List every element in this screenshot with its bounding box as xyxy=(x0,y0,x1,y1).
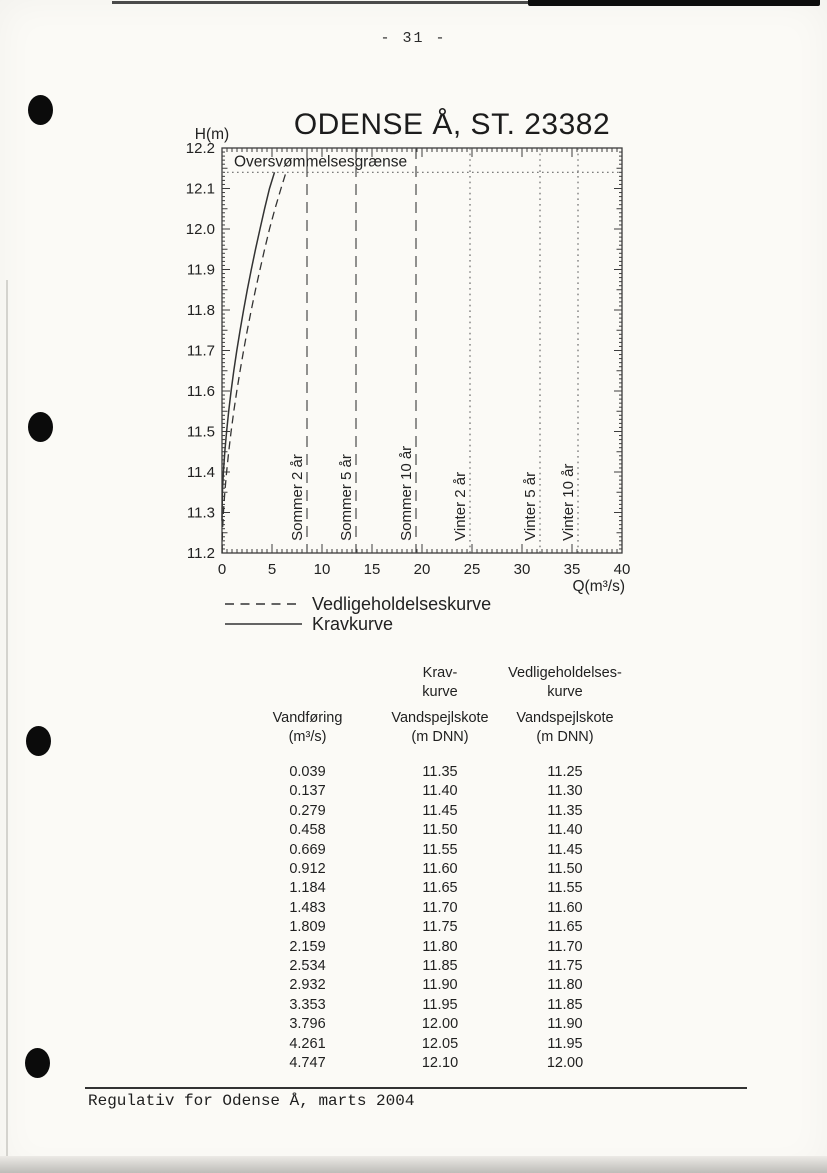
table-row xyxy=(240,802,625,821)
binder-hole-icon xyxy=(28,412,53,442)
column-header-unit: (m DNN) xyxy=(411,729,469,745)
y-tick-label: 11.5 xyxy=(186,423,215,441)
event-line-label: Sommer 5 år xyxy=(338,454,355,541)
table-cell: 11.40 xyxy=(422,783,458,800)
column-header-vandfoering xyxy=(240,709,375,747)
table-cell: 3.353 xyxy=(289,996,326,1013)
column-header-line: Vandspejlskote xyxy=(516,710,614,726)
table-row xyxy=(240,1015,625,1034)
y-tick-label: 11.3 xyxy=(186,504,215,522)
table-cell: 11.90 xyxy=(422,977,458,994)
table-cell: 11.55 xyxy=(422,841,458,858)
column-header-kravkurve-kote xyxy=(375,709,505,747)
table-cell: 0.669 xyxy=(289,841,326,858)
page-number: - 31 - xyxy=(380,30,447,47)
column-header-unit: (m³/s) xyxy=(288,729,327,745)
table-row xyxy=(240,821,625,840)
table-header-row xyxy=(240,709,625,747)
column-header-unit: (m DNN) xyxy=(536,729,594,745)
table-group-krav xyxy=(375,664,505,702)
column-header-line: Vandspejlskote xyxy=(391,710,489,726)
table-row xyxy=(240,899,625,918)
x-tick-label: 0 xyxy=(217,561,227,578)
table-cell: 11.60 xyxy=(547,899,583,916)
table-cell: 4.261 xyxy=(289,1035,326,1052)
x-axis-label: Q(m³/s) xyxy=(572,578,625,595)
table-row xyxy=(240,1054,625,1073)
table-row xyxy=(240,918,625,937)
event-line-label: Vinter 5 år xyxy=(522,471,539,541)
column-header-line: Vandføring xyxy=(272,710,343,726)
table-cell: 11.70 xyxy=(547,938,583,955)
y-tick-label: 11.2 xyxy=(186,545,215,562)
table-cell: 12.00 xyxy=(546,1055,584,1072)
table-cell: 11.95 xyxy=(422,996,458,1013)
series-vedligeholdelseskurve xyxy=(222,172,286,553)
table-group-spacer xyxy=(240,664,375,702)
table-cell: 11.95 xyxy=(547,1035,583,1052)
table-cell: 11.60 xyxy=(422,861,458,878)
table-cell: 12.10 xyxy=(421,1055,459,1072)
table-cell: 3.796 xyxy=(289,1016,326,1033)
table-cell: 11.75 xyxy=(547,958,583,975)
rating-curve-chart xyxy=(150,92,680,652)
table-cell: 1.809 xyxy=(289,919,326,936)
event-line-label: Sommer 2 år xyxy=(289,454,306,541)
scan-artifact-bottom-edge xyxy=(0,1156,827,1173)
table-row xyxy=(240,996,625,1015)
table-row xyxy=(240,1035,625,1054)
x-tick-label: 10 xyxy=(313,561,331,578)
table-cell: 2.534 xyxy=(289,958,326,975)
x-tick-label: 20 xyxy=(413,561,431,578)
y-tick-label: 11.4 xyxy=(186,464,215,481)
table-cell: 11.35 xyxy=(422,764,458,780)
legend-label: Kravkurve xyxy=(312,614,394,634)
y-tick-label: 11.8 xyxy=(186,302,215,319)
y-tick-label: 12.0 xyxy=(185,221,215,238)
table-row xyxy=(240,841,625,860)
table-row xyxy=(240,938,625,957)
scan-artifact-left-edge xyxy=(6,280,8,1173)
y-axis-label: H(m) xyxy=(194,126,230,143)
table-cell: 11.70 xyxy=(422,899,458,916)
x-tick-label: 5 xyxy=(267,561,277,578)
table-cell: 11.55 xyxy=(547,880,583,897)
footer-rule xyxy=(85,1087,747,1089)
x-tick-label: 40 xyxy=(613,561,631,578)
event-line-label: Sommer 10 år xyxy=(398,445,415,541)
table-cell: 2.932 xyxy=(289,977,326,994)
table-row xyxy=(240,976,625,995)
event-line-label: Vinter 2 år xyxy=(452,471,469,541)
table-row xyxy=(240,782,625,801)
y-tick-label: 11.9 xyxy=(186,261,215,279)
binder-hole-icon xyxy=(26,726,51,756)
group-header-line: Vedligeholdelses- xyxy=(508,665,622,681)
rating-table xyxy=(240,664,625,1074)
table-cell: 11.45 xyxy=(547,841,583,858)
table-cell: 0.137 xyxy=(289,783,326,800)
x-tick-label: 30 xyxy=(513,561,531,578)
table-cell: 0.039 xyxy=(289,764,326,780)
table-row xyxy=(240,957,625,976)
table-cell: 1.184 xyxy=(289,880,326,897)
table-cell: 11.80 xyxy=(547,977,583,994)
table-cell: 11.90 xyxy=(547,1016,583,1033)
footer-text: Regulativ for Odense Å, marts 2004 xyxy=(88,1092,415,1110)
table-cell: 11.35 xyxy=(547,802,583,819)
scan-artifact-top-line xyxy=(112,1,532,4)
table-cell: 0.279 xyxy=(289,802,326,819)
table-group-header-row xyxy=(240,664,625,702)
y-tick-label: 12.1 xyxy=(185,180,215,198)
table-cell: 0.458 xyxy=(289,822,326,839)
table-cell: 12.05 xyxy=(421,1035,459,1052)
binder-hole-icon xyxy=(28,95,53,125)
table-cell: 11.45 xyxy=(422,802,458,819)
table-row xyxy=(240,879,625,898)
scan-artifact-top-bar xyxy=(528,0,820,6)
table-cell: 12.00 xyxy=(421,1016,459,1033)
table-group-vedligeholdelses xyxy=(505,664,625,702)
x-tick-label: 35 xyxy=(563,561,581,578)
x-tick-label: 15 xyxy=(363,561,381,578)
table-row xyxy=(240,763,625,782)
series-kravkurve xyxy=(222,172,275,520)
table-cell: 11.65 xyxy=(547,919,583,936)
column-header-vedligeholdelseskurve-kote xyxy=(505,709,625,747)
table-cell: 11.85 xyxy=(547,996,583,1013)
table-cell: 11.50 xyxy=(547,861,583,878)
table-cell: 4.747 xyxy=(289,1055,326,1072)
table-cell: 2.159 xyxy=(289,938,326,955)
table-cell: 11.80 xyxy=(422,938,458,955)
y-tick-label: 11.6 xyxy=(186,383,215,400)
chart-title: ODENSE Å, ST. 23382 xyxy=(293,108,611,141)
table-cell: 11.75 xyxy=(422,919,458,936)
binder-hole-icon xyxy=(25,1048,50,1078)
group-header-line: kurve xyxy=(422,684,458,700)
table-cell: 11.85 xyxy=(422,958,458,975)
group-header-line: Krav- xyxy=(422,665,458,681)
flood-limit-label: Oversvømmelsesgrænse xyxy=(234,153,408,171)
y-tick-label: 12.2 xyxy=(185,140,215,157)
table-cell: 11.30 xyxy=(547,783,583,800)
y-tick-label: 11.7 xyxy=(186,342,215,360)
table-cell: 11.50 xyxy=(422,822,458,839)
table-cell: 0.912 xyxy=(289,861,326,878)
event-line-label: Vinter 10 år xyxy=(560,463,577,541)
table-cell: 11.65 xyxy=(422,880,458,897)
table-body xyxy=(240,763,625,1074)
legend-label: Vedligeholdelseskurve xyxy=(312,594,492,614)
x-tick-label: 25 xyxy=(463,561,481,578)
table-cell: 1.483 xyxy=(289,899,326,916)
table-cell: 11.40 xyxy=(547,822,583,839)
table-cell: 11.25 xyxy=(547,764,583,780)
table-row xyxy=(240,860,625,879)
group-header-line: kurve xyxy=(547,684,583,700)
